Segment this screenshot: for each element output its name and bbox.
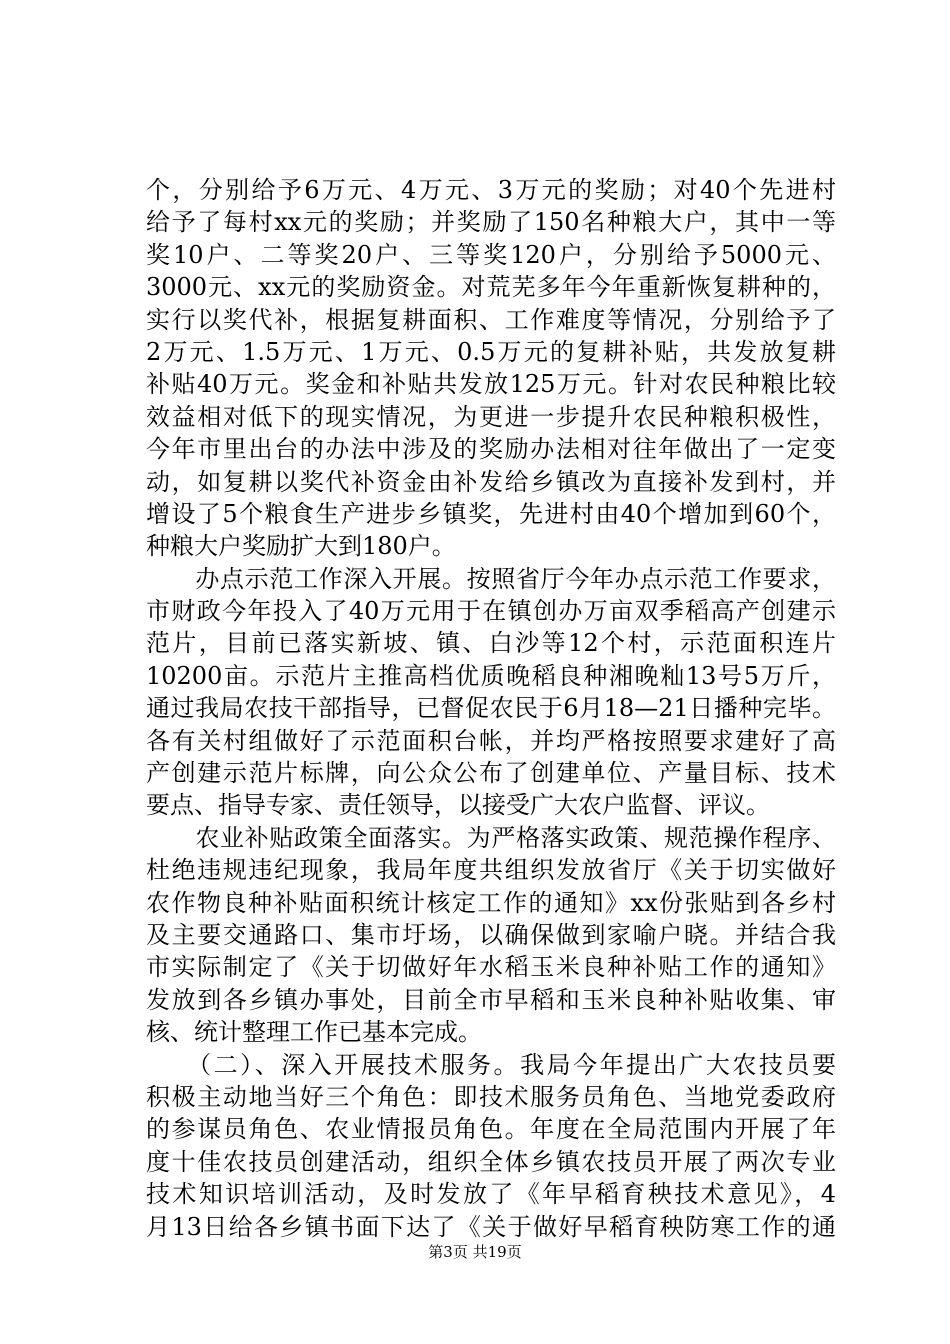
- text-line: 积极主动地当好三个角色：即技术服务员角色、当地党委政府: [146, 1082, 836, 1111]
- text-line: 通过我局农技干部指导，已督促农民于6月18—21日播种完毕。: [146, 694, 836, 723]
- text-line: 月13日给各乡镇书面下达了《关于做好早稻育秧防寒工作的通: [146, 1212, 836, 1241]
- text-line: 效益相对低下的现实情况，为更进一步提升农民种粮积极性，: [146, 402, 836, 431]
- text-line: 杜绝违规违纪现象，我局年度共组织发放省厅《关于切实做好: [146, 856, 836, 885]
- text-line: 2万元、1.5万元、1万元、0.5万元的复耕补贴，共发放复耕: [146, 337, 836, 366]
- text-line: 种粮大户奖励扩大到180户。: [146, 532, 456, 561]
- text-line: 办点示范工作深入开展。按照省厅今年办点示范工作要求，: [146, 564, 836, 593]
- text-line: 动，如复耕以奖代补资金由补发给乡镇改为直接补发到村，并: [146, 467, 836, 496]
- text-line: 市实际制定了《关于切做好年水稻玉米良种补贴工作的通知》: [146, 953, 836, 982]
- text-line: 各有关村组做好了示范面积台帐，并均严格按照要求建好了高: [146, 726, 836, 755]
- text-line: 实行以奖代补，根据复耕面积、工作难度等情况，分别给予了: [146, 305, 836, 334]
- text-line: 今年市里出台的办法中涉及的奖励办法相对往年做出了一定变: [146, 435, 836, 464]
- text-line: 增设了5个粮食生产进步乡镇奖，先进村由40个增加到60个，: [146, 499, 836, 528]
- text-line: 补贴40万元。奖金和补贴共发放125万元。针对农民种粮比较: [146, 370, 836, 399]
- text-line: 给予了每村xx元的奖励；并奖励了150名种粮大户，其中一等: [146, 208, 836, 237]
- document-body: [146, 174, 836, 1243]
- text-line: 核、统计整理工作已基本完成。: [146, 1018, 482, 1047]
- text-line: 的参谋员角色、农业情报员角色。年度在全局范围内开展了年: [146, 1115, 836, 1144]
- text-line: 度十佳农技员创建活动，组织全体乡镇农技员开展了两次专业: [146, 1147, 836, 1176]
- text-line: 技术知识培训活动，及时发放了《年早稻育秧技术意见》，4: [146, 1180, 836, 1209]
- text-line: 市财政今年投入了40万元用于在镇创办万亩双季稻高产创建示: [146, 597, 836, 626]
- text-line: 奖10户、二等奖20户、三等奖120户，分别给予5000元、: [146, 240, 836, 269]
- text-line: （二）、深入开展技术服务。我局今年提出广大农技员要: [146, 1050, 836, 1079]
- text-line: 个，分别给予6万元、4万元、3万元的奖励；对40个先进村: [146, 176, 836, 204]
- text-line: 10200亩。示范片主推高档优质晚稻良种湘晚籼13号5万斤，: [146, 661, 836, 690]
- text-line: 及主要交通路口、集市圩场，以确保做到家喻户晓。并结合我: [146, 920, 836, 949]
- text-line: 产创建示范片标牌，向公众公布了创建单位、产量目标、技术: [146, 759, 836, 788]
- text-line: 发放到各乡镇办事处，目前全市早稻和玉米良种补贴收集、审: [146, 985, 836, 1014]
- page-number-footer: 第3页 共19页: [428, 1243, 522, 1261]
- text-line: 要点、指导专家、责任领导，以接受广大农户监督、评议。: [146, 791, 770, 820]
- text-line: 农作物良种补贴面积统计核定工作的通知》xx份张贴到各乡村: [146, 888, 836, 917]
- text-line: 范片，目前已落实新坡、镇、白沙等12个村，示范面积连片: [146, 629, 836, 658]
- text-line: 农业补贴政策全面落实。为严格落实政策、规范操作程序、: [146, 823, 836, 852]
- text-line: 3000元、xx元的奖励资金。对荒芜多年今年重新恢复耕种的，: [146, 273, 836, 302]
